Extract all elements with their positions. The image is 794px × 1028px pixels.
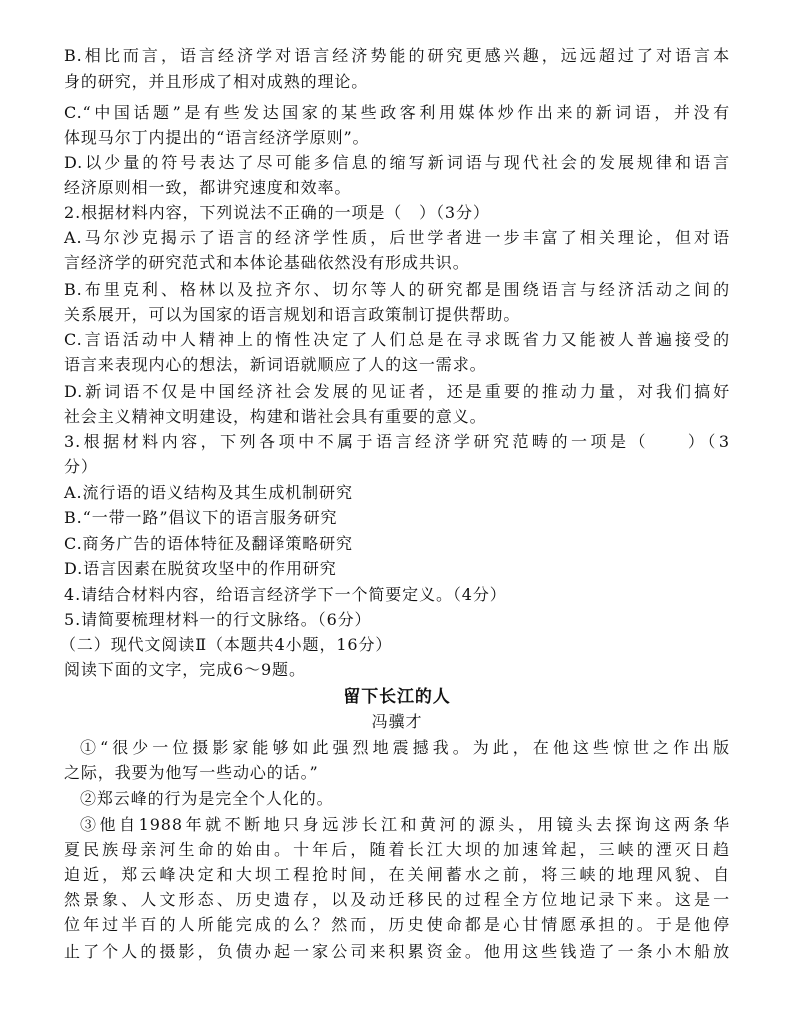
paragraph-line: ①“很少一位摄影家能够如此强烈地震撼我。为此，在他这些惊世之作出版: [80, 738, 730, 757]
text-line: B.相比而言，语言经济学对语言经济势能的研究更感兴趣，远远超过了对语言本: [64, 46, 730, 65]
option-d: D.语言因素在脱贫攻坚中的作用研究: [64, 559, 337, 578]
text-line: 分）: [64, 457, 98, 476]
paragraph-line: 迫近，郑云峰决定和大坝工程抢时间，在关闸蓄水之前，将三峡的地理风貌、自: [64, 865, 730, 884]
section-heading: （二）现代文阅读Ⅱ（本题共4小题，16分）: [60, 635, 393, 654]
question-5: 5.请简要梳理材料一的行文脉络。（6分）: [64, 610, 372, 629]
paragraph-line: 夏民族母亲河生命的始由。十年后，随着长江大坝的加速耸起，三峡的湮灭日趋: [64, 840, 730, 859]
article-title: 留下长江的人: [343, 687, 451, 707]
paragraph-line: 之际，我要为他写一些动心的话。”: [64, 763, 319, 782]
text-line: D.以少量的符号表达了尽可能多信息的缩写新词语与现代社会的发展规律和语言: [64, 153, 730, 172]
text-line: 体现马尔丁内提出的“语言经济学原则”。: [64, 128, 370, 147]
paragraph-line: ③他自1988年就不断地只身远涉长江和黄河的源头，用镜头去探询这两条华: [80, 815, 730, 834]
paragraph-line: ②郑云峰的行为是完全个人化的。: [80, 789, 334, 808]
text-line: 经济原则相一致，都讲究速度和效率。: [64, 178, 352, 197]
question-4: 4.请结合材料内容，给语言经济学下一个简要定义。（4分）: [64, 585, 507, 604]
option-b: B.“一带一路”倡议下的语言服务研究: [64, 508, 338, 527]
text-line: A.马尔沙克揭示了语言的经济学性质，后世学者进一步丰富了相关理论，但对语: [64, 228, 730, 247]
paragraph-line: 位年过半百的人所能完成的么？然而，历史使命都是心甘情愿承担的。于是他停: [64, 915, 730, 934]
text-line: C.言语活动中人精神上的惰性决定了人们总是在寻求既省力又能被人普遍接受的: [64, 330, 730, 349]
text-line: 关系展开，可以为国家的语言规划和语言政策制订提供帮助。: [64, 305, 521, 324]
text-line: 言经济学的研究范式和本体论基础依然没有形成共识。: [64, 253, 470, 272]
article-author: 冯骥才: [371, 712, 423, 731]
option-c: C.商务广告的语体特征及翻译策略研究: [64, 534, 353, 553]
option-a: A.流行语的语义结构及其生成机制研究: [64, 483, 353, 502]
text-line: C.“中国话题”是有些发达国家的某些政客利用媒体炒作出来的新词语，并没有: [64, 103, 730, 122]
text-line: D.新词语不仅是中国经济社会发展的见证者，还是重要的推动力量，对我们搞好: [64, 382, 730, 401]
question-2: 2.根据材料内容，下列说法不正确的一项是（ ）（3分）: [64, 203, 490, 222]
text-line: 语言来表现内心的想法，新词语就顺应了人的这一需求。: [64, 355, 487, 374]
question-3: 3.根据材料内容，下列各项中不属于语言经济学研究范畴的一项是（ ）（3: [64, 432, 730, 451]
paragraph-line: 止了个人的摄影，负债办起一家公司来积累资金。他用这些钱造了一条小木船放: [64, 942, 730, 961]
text-line: 社会主义精神文明建设，构建和谐社会具有重要的意义。: [64, 407, 487, 426]
text-line: 身的研究，并且形成了相对成熟的理论。: [64, 72, 369, 91]
instruction: 阅读下面的文字，完成6～9题。: [64, 660, 306, 679]
paragraph-line: 然景象、人文形态、历史遗存，以及动迁移民的过程全方位地记录下来。这是一: [64, 890, 730, 909]
text-line: B.布里克利、格林以及拉齐尔、切尔等人的研究都是围绕语言与经济活动之间的: [64, 280, 730, 299]
